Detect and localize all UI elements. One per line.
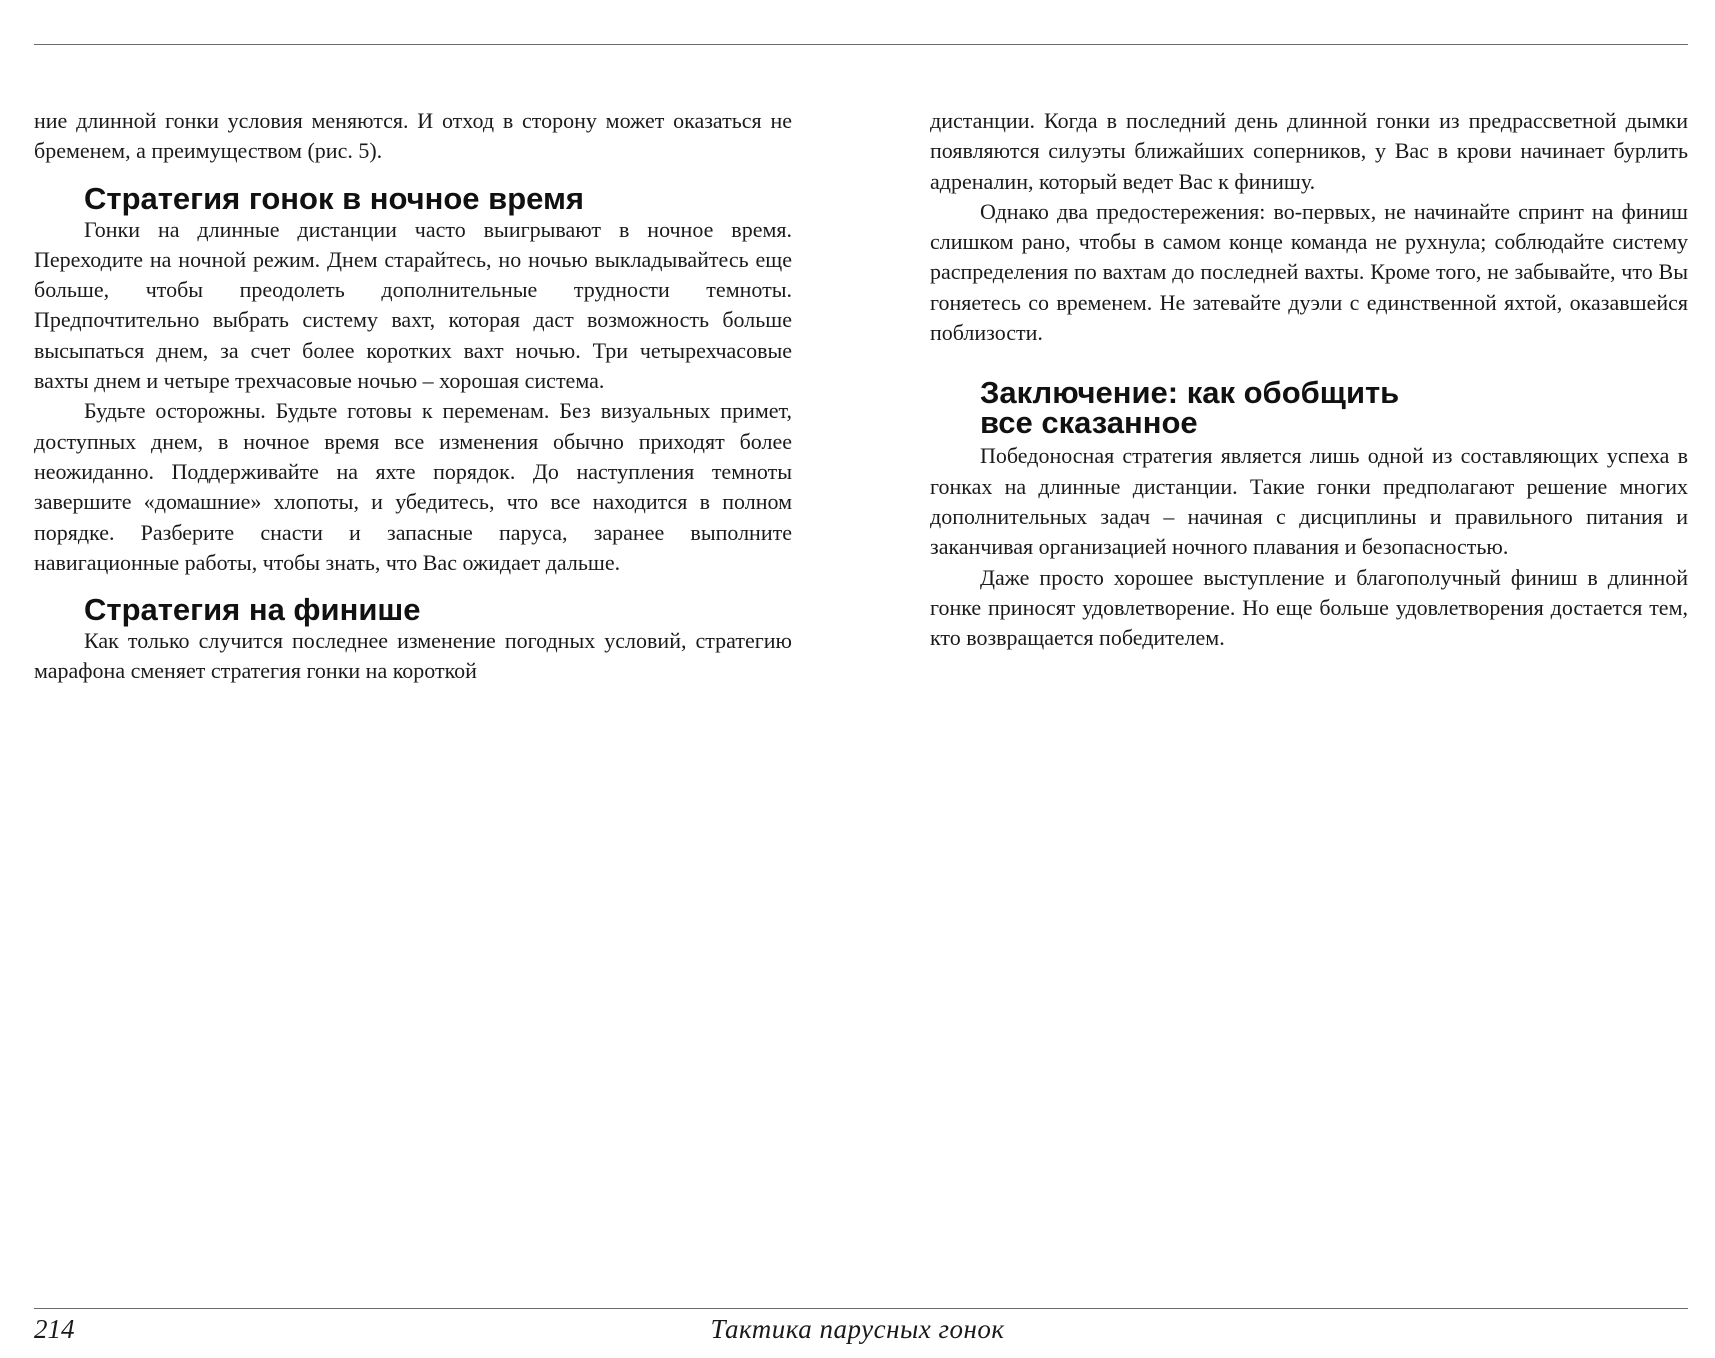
paragraph: Гонки на длинные дистанции часто выигрывают в ночное время. Переходите на ночной режим. Днем старайтесь, но ночью выкладывайтесь еще больше, чтобы преодолеть дополнительные трудности темноты. Предпочтительно выбрать систему вахт, которая даст возможность больше высыпаться днем, за счет более коротких вахт ночью. Три четырехчасовые вахты днем и четыре трехчасовые ночью – хорошая система. <box>34 216 792 394</box>
paragraph: Однако два предостережения: во-первых, не начинайте спринт на финиш слишком рано, чтобы в самом конце команда не рухнула; соблюдайте систему распределения по вахтам до последней вахты. Кроме того, не забывайте, что Вы гоняетесь со временем. Не затевайте дуэли с единственной яхтой, оказавшейся поблизости. <box>930 198 1688 346</box>
right-column <box>930 106 1688 653</box>
running-footer-title: Тактика парусных гонок <box>710 1314 1005 1344</box>
section-heading-night-strategy: Стратегия гонок в ночное время <box>84 180 584 216</box>
paragraph: Будьте осторожны. Будьте готовы к переменам. Без визуальных примет, доступных днем, в ночное время все изменения обычно приходят более неожиданно. Поддерживайте на яхте порядок. До наступления темноты завершите «домашние» хлопоты, и убедитесь, что все находится в полном порядке. Разберите снасти и запасные паруса, заранее выполните навигационные работы, чтобы знать, что Вас ожидает дальше. <box>34 398 792 575</box>
page-number: 214 <box>34 1314 75 1344</box>
section-heading-finish-strategy: Стратегия на финише <box>84 592 421 628</box>
paragraph: ние длинной гонки условия меняются. И отход в сторону может оказаться не бременем, а преимуществом (рис. 5). <box>34 108 792 164</box>
paragraph: Как только случится последнее изменение погодных условий, стратегию марафона сменяет стратегия гонки на короткой <box>34 628 792 684</box>
bottom-rule <box>34 1308 1688 1309</box>
left-column <box>34 106 792 687</box>
section-heading-conclusion <box>930 375 1688 441</box>
top-rule <box>34 44 1688 45</box>
heading-line: все сказанное <box>980 405 1198 441</box>
paragraph: Даже просто хорошее выступление и благополучный финиш в длинной гонке приносят удовлетворение. Но еще больше удовлетворения достается тем, кто возвращается победителем. <box>930 564 1688 651</box>
paragraph: Победоносная стратегия является лишь одной из составляющих успеха в гонках на длинные дистанции. Такие гонки предполагают решение многих дополнительных задач – начиная с дисциплины и правильного питания и заканчивая организацией ночного плавания и безопасностью. <box>930 443 1688 560</box>
heading-line: Заключение: как обобщить <box>980 375 1400 411</box>
paragraph: дистанции. Когда в последний день длинной гонки из предрассветной дымки появляются силуэты ближайших соперников, у Вас в крови начинает бурлить адреналин, который ведет Вас к финишу. <box>930 108 1688 194</box>
